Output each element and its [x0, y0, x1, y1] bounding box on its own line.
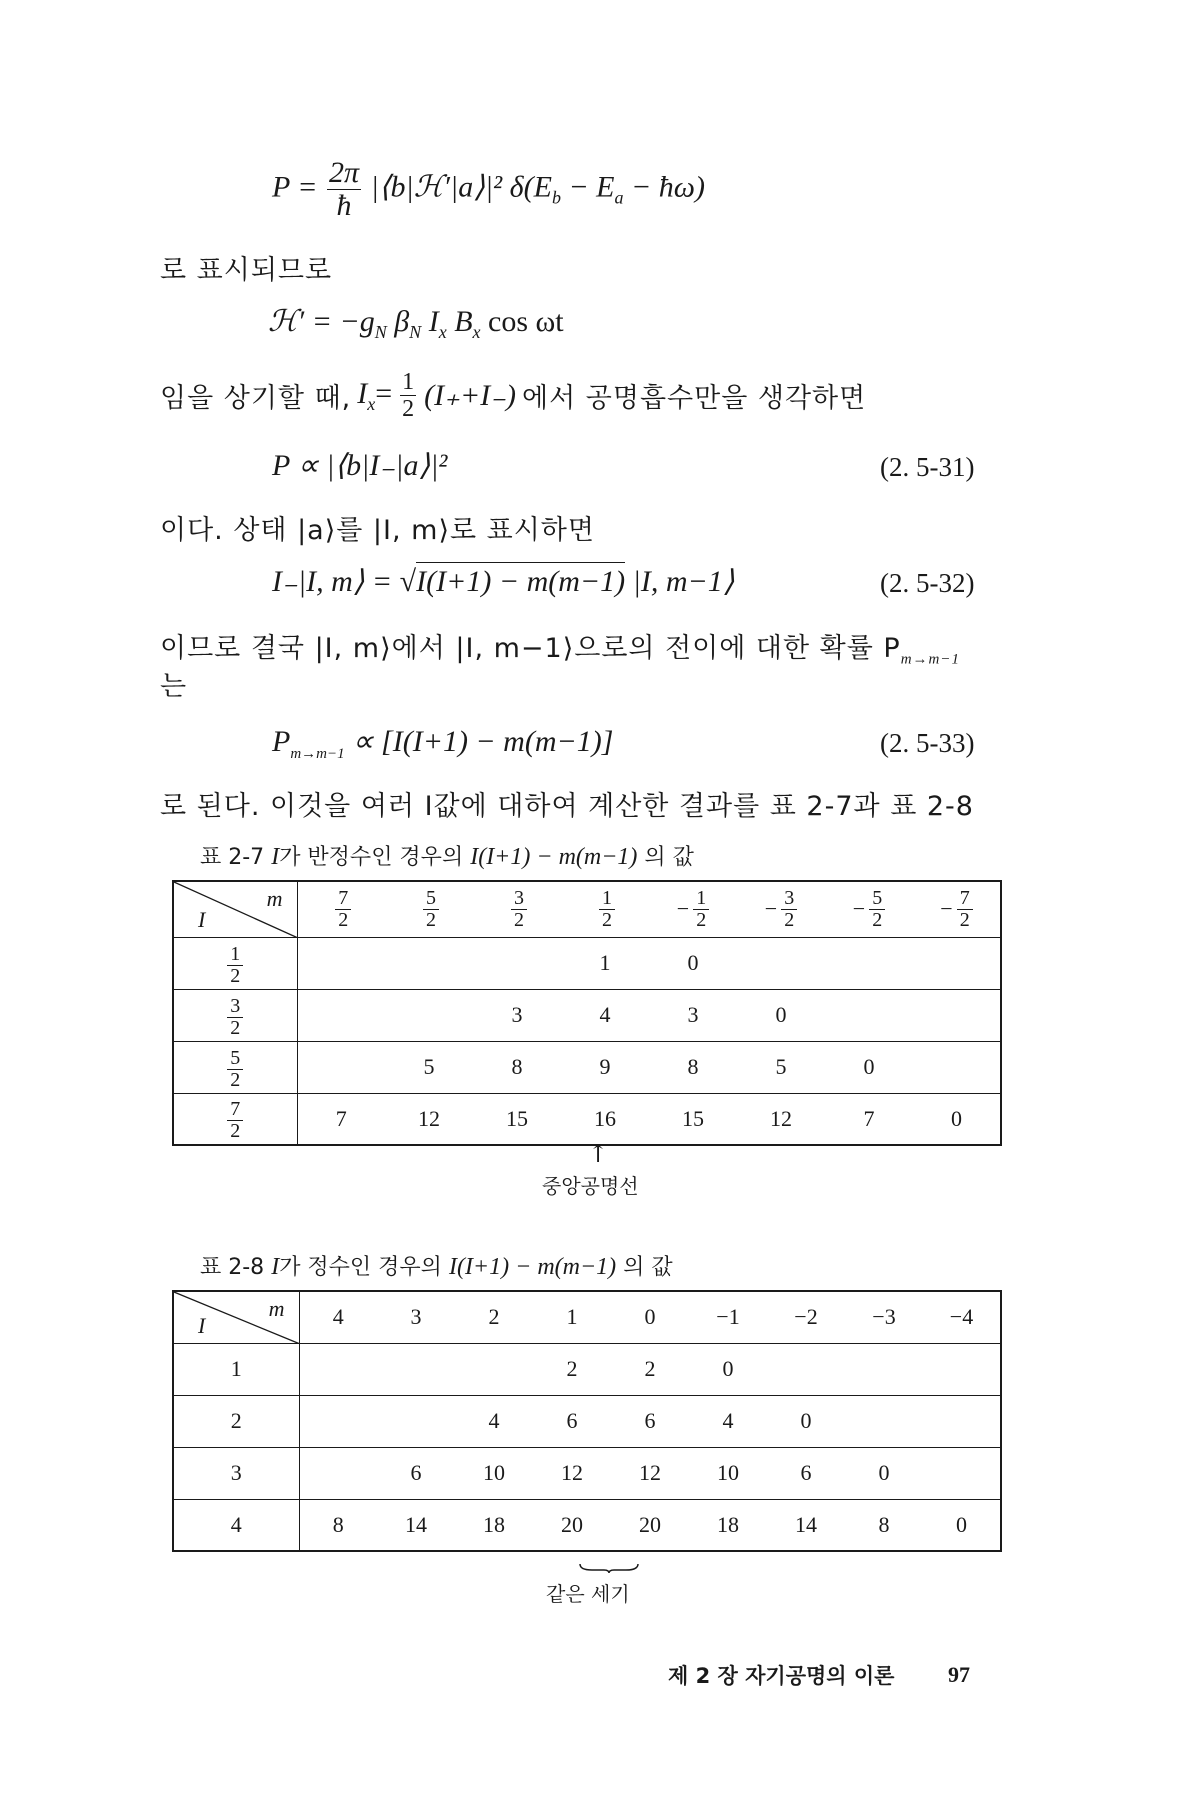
table-cell: 3: [473, 989, 561, 1041]
paragraph-text-4b: 는: [160, 671, 188, 702]
header-cell: [561, 881, 649, 937]
table-cell: 20: [639, 1511, 661, 1537]
sub-N: N: [409, 322, 422, 342]
table-cell: 9: [561, 1041, 649, 1093]
den: 2: [230, 964, 241, 987]
equation-number: (2. 5-31): [880, 452, 975, 482]
table-cell: [737, 937, 825, 989]
paragraph-text: 로 표시되므로: [160, 255, 333, 286]
row-label: [173, 1093, 297, 1145]
table-cell: [299, 1395, 377, 1447]
table-cell: [845, 1395, 923, 1447]
chapter-footer: 제 2 장 자기공명의 이론: [668, 1664, 895, 1688]
table-cell: [385, 989, 473, 1041]
table-cell: [299, 1343, 377, 1395]
table-cell: 15: [506, 1105, 528, 1131]
caption-math: I: [271, 1254, 280, 1280]
eq-part: I: [421, 305, 439, 338]
table-cell: [297, 1041, 385, 1093]
table-cell: 14: [405, 1511, 427, 1537]
sign: −: [676, 896, 690, 922]
num: 5: [869, 888, 885, 910]
table-cell: [297, 989, 385, 1041]
table-cell: 5: [385, 1041, 473, 1093]
radicand: I(I+1) − m(m−1): [416, 562, 625, 598]
num: 7: [957, 888, 973, 910]
paragraph-text-2: [160, 370, 866, 421]
table-cell: 8: [878, 1511, 890, 1537]
header-cell: 4: [299, 1291, 377, 1343]
den: 2: [872, 908, 883, 931]
central-line-note: 중앙공명선: [542, 1174, 639, 1198]
table-cell: 0: [649, 937, 737, 989]
table-cell: [299, 1447, 377, 1499]
caption-label: 표 2-7: [200, 845, 265, 870]
num: 7: [227, 1099, 243, 1121]
math-sub: m→m−1: [290, 746, 345, 762]
math-I: I: [357, 376, 368, 410]
header-cell: [649, 881, 737, 937]
num: 3: [781, 888, 797, 910]
paragraph-text-5: 로 된다. 이것을 여러 I값에 대하여 계산한 결과를 표 2-7과 표 2-8: [160, 791, 974, 822]
table-cell: 18: [717, 1511, 739, 1537]
num: 7: [335, 888, 351, 910]
eq-part: I₋|I, m⟩ = √: [272, 565, 417, 598]
table-row: [173, 1395, 1001, 1447]
header-cell: [913, 881, 1001, 937]
num: 1: [227, 944, 243, 966]
row-label: 1: [173, 1343, 299, 1395]
equation-number: (2. 5-32): [880, 568, 975, 598]
row-label: [173, 937, 297, 989]
header-cell: −3: [845, 1291, 923, 1343]
eq-fraction: [327, 158, 361, 221]
row-label: 2: [173, 1395, 299, 1447]
table-row: [173, 1499, 1001, 1551]
table-cell: 12: [770, 1105, 792, 1131]
table-cell: 12: [533, 1447, 611, 1499]
den: 2: [426, 908, 436, 931]
table-cell: 0: [737, 989, 825, 1041]
fraction-denominator: 2: [402, 396, 415, 422]
den: 2: [602, 908, 612, 931]
table-row: [173, 989, 1001, 1041]
table-cell: [377, 1343, 455, 1395]
num: 1: [599, 888, 615, 910]
paragraph-text-3: 이다. 상태 |a⟩를 |I, m⟩로 표시하면: [160, 515, 595, 546]
equation-2-5-31: P ∝ |⟨b|I₋|a⟩|²: [272, 449, 448, 482]
table-cell: [845, 1343, 923, 1395]
fraction-numerator: 2π: [329, 156, 360, 189]
table-cell: 8: [332, 1511, 344, 1537]
paragraph-text-4: [160, 626, 960, 668]
eq-part: B: [446, 305, 473, 338]
table-cell: 0: [951, 1105, 962, 1131]
table-cell: 1: [561, 937, 649, 989]
row-label: 3: [173, 1447, 299, 1499]
den: 2: [338, 908, 349, 931]
table-cell: [473, 937, 561, 989]
table-cell: [455, 1343, 533, 1395]
table-cell: 0: [825, 1041, 913, 1093]
eq-part: β: [386, 305, 410, 338]
table-cell: 15: [682, 1105, 704, 1131]
equation-2-5-33: [272, 724, 613, 763]
corner-I-label: I: [198, 906, 206, 932]
table-cell: 0: [689, 1343, 767, 1395]
table-row: [173, 937, 1001, 989]
sub-N: N: [374, 322, 387, 342]
header-cell: [737, 881, 825, 937]
header-cell: [825, 881, 913, 937]
table-cell: [385, 937, 473, 989]
num: 5: [423, 888, 439, 910]
table-cell: 14: [795, 1511, 817, 1537]
den: 2: [959, 908, 970, 931]
header-cell: [473, 881, 561, 937]
math-eq: =: [375, 376, 393, 410]
inline-math: [357, 377, 392, 415]
table-header-row: [173, 1291, 1001, 1343]
caption-text: 의 값: [623, 1255, 673, 1280]
table-cell: 6: [611, 1395, 689, 1447]
header-cell: −4: [923, 1291, 1001, 1343]
corner-m-label: m: [268, 1296, 285, 1321]
table-cell: 10: [689, 1447, 767, 1499]
table-cell: 2: [533, 1343, 611, 1395]
sign: −: [764, 896, 778, 922]
table-cell: [913, 937, 1001, 989]
table-cell: [923, 1343, 1001, 1395]
sub-x: x: [472, 322, 481, 342]
table-cell: [913, 989, 1001, 1041]
caption-math: I(I+1) − m(m−1): [448, 1254, 617, 1280]
fraction-denominator: ħ: [336, 189, 352, 222]
table-cell: 0: [767, 1395, 845, 1447]
table-cell: 0: [956, 1511, 967, 1537]
caption-math: I: [271, 844, 280, 870]
caption-text: 가 정수인 경우의: [279, 1255, 442, 1280]
table-cell: 16: [594, 1105, 616, 1131]
table-cell: 0: [845, 1447, 923, 1499]
inline-math: (I₊+I₋): [424, 379, 517, 412]
equation-golden-rule: [272, 158, 705, 221]
table-cell: 4: [455, 1395, 533, 1447]
corner-m-label: m: [266, 886, 283, 911]
eq-mid: − E: [560, 170, 615, 204]
table-cell: 12: [611, 1447, 689, 1499]
table-cell: 7: [863, 1105, 875, 1131]
header-cell: 0: [611, 1291, 689, 1343]
table-cell: [913, 1041, 1001, 1093]
table-cell: 6: [533, 1395, 611, 1447]
den: 2: [230, 1068, 241, 1091]
table-cell: 20: [561, 1511, 583, 1537]
table-2-8: [172, 1290, 1002, 1552]
table-2-7: [172, 880, 1002, 1146]
table-row: [173, 1093, 1001, 1145]
den: 2: [230, 1120, 241, 1143]
caption-math: I(I+1) − m(m−1): [470, 844, 638, 870]
table-row: [173, 1041, 1001, 1093]
text-segment: 임을 상기할 때,: [160, 383, 352, 414]
eq-rhs: |⟨b|ℋ′|a⟩|² δ(E: [370, 170, 552, 204]
inline-fraction: [400, 370, 416, 421]
table-cell: 2: [611, 1343, 689, 1395]
eq-part: P: [272, 725, 291, 758]
table-cell: [923, 1395, 1001, 1447]
eq-part: cos ωt: [480, 305, 564, 338]
table-cell: 6: [767, 1447, 845, 1499]
eq-part: |I, m−1⟩: [625, 565, 735, 598]
page-number: 97: [948, 1662, 970, 1687]
table-cell: [377, 1395, 455, 1447]
eq-end: − ħω): [623, 170, 705, 204]
table-2-7-caption: [200, 840, 694, 871]
table-cell: 18: [483, 1511, 505, 1537]
row-label: [173, 989, 297, 1041]
equation-hamiltonian: [268, 304, 564, 343]
eq-lhs: P =: [272, 170, 318, 204]
equation-2-5-32: [272, 564, 735, 599]
table-cell: [297, 937, 385, 989]
header-cell: 1: [533, 1291, 611, 1343]
num: 5: [227, 1048, 243, 1070]
table-row: [173, 1343, 1001, 1395]
header-cell: [385, 881, 473, 937]
table-cell: [767, 1343, 845, 1395]
header-cell: 2: [455, 1291, 533, 1343]
table-cell: 4: [689, 1395, 767, 1447]
header-cell: −1: [689, 1291, 767, 1343]
den: 2: [784, 908, 795, 931]
table-corner: [173, 881, 297, 937]
table-cell: 8: [649, 1041, 737, 1093]
eq-part: ∝ [I(I+1) − m(m−1)]: [344, 725, 614, 758]
table-cell: [923, 1447, 1001, 1499]
table-2-8-caption: [200, 1250, 673, 1281]
equation-number: (2. 5-33): [880, 728, 975, 758]
text-segment: 이므로 결국 |I, m⟩에서 |I, m−1⟩으로의 전이에 대한 확률 P: [160, 633, 901, 664]
num: 1: [693, 888, 709, 910]
num: 3: [227, 996, 243, 1018]
table-cell: [825, 989, 913, 1041]
sub-b: b: [551, 187, 561, 208]
equal-intensity-note: 같은 세기: [546, 1582, 630, 1606]
table-cell: 8: [473, 1041, 561, 1093]
header-cell: [297, 881, 385, 937]
header-cell: −2: [767, 1291, 845, 1343]
table-cell: 5: [737, 1041, 825, 1093]
caption-text: 가 반정수인 경우의: [279, 845, 464, 870]
table-cell: 7: [335, 1105, 347, 1131]
caption-text: 의 값: [644, 845, 694, 870]
text-segment: 에서 공명흡수만을 생각하면: [522, 383, 867, 414]
table-cell: 10: [455, 1447, 533, 1499]
num: 3: [511, 888, 527, 910]
math-sub: m→m−1: [900, 651, 960, 668]
brace-icon: [578, 1562, 640, 1574]
table-cell: 12: [418, 1105, 440, 1131]
den: 2: [696, 908, 707, 931]
row-label: 4: [173, 1499, 299, 1551]
table-row: [173, 1447, 1001, 1499]
header-cell: 3: [377, 1291, 455, 1343]
row-label: [173, 1041, 297, 1093]
table-corner: [173, 1291, 299, 1343]
corner-I-label: I: [198, 1312, 206, 1338]
den: 2: [514, 908, 524, 931]
up-arrow-icon: ↑: [588, 1140, 609, 1168]
den: 2: [230, 1016, 241, 1039]
fraction-numerator: 1: [402, 369, 415, 395]
caption-label: 표 2-8: [200, 1255, 265, 1280]
sub-a: a: [614, 187, 624, 208]
eq-part: ℋ′ = −g: [268, 305, 375, 338]
sign: −: [852, 896, 866, 922]
table-cell: 4: [561, 989, 649, 1041]
sub-x: x: [438, 322, 447, 342]
table-cell: [825, 937, 913, 989]
table-header-row: [173, 881, 1001, 937]
table-cell: 3: [649, 989, 737, 1041]
sign: −: [940, 896, 953, 922]
table-cell: 6: [377, 1447, 455, 1499]
math-sub: x: [367, 393, 376, 414]
